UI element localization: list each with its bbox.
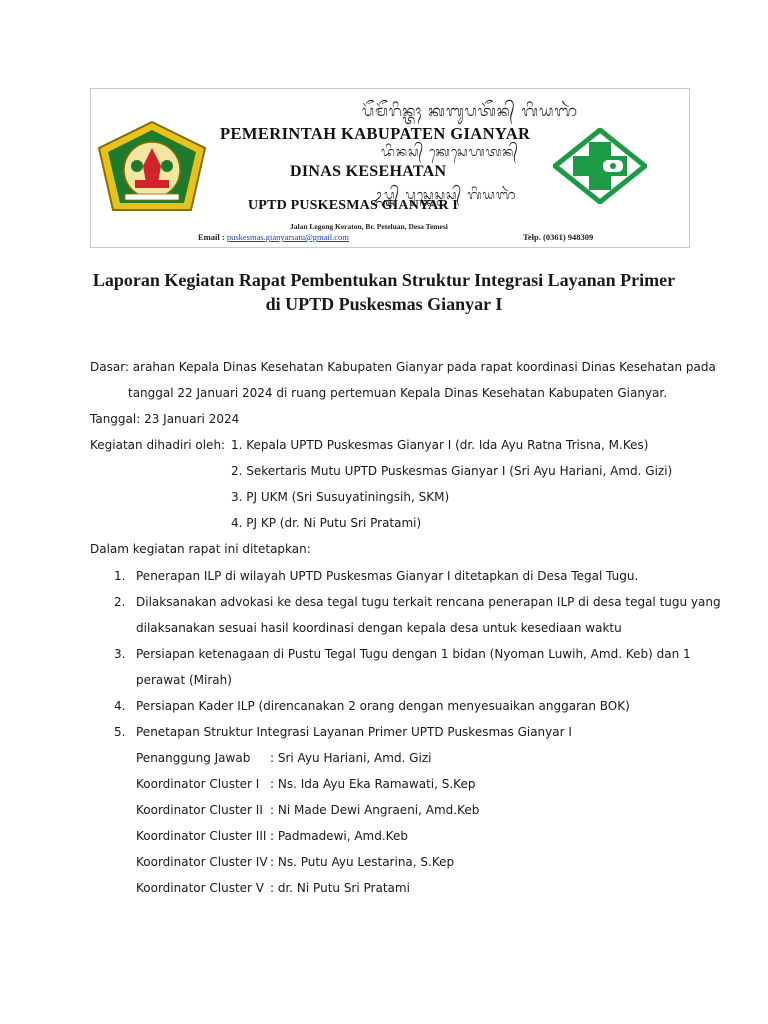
email-label: Email : <box>198 232 227 242</box>
structure-name: : Ns. Putu Ayu Lestarina, S.Kep <box>270 855 455 869</box>
email-link[interactable]: puskesmas.gianyarsatu@gmail.com <box>226 232 349 242</box>
decision-item: Penetapan Struktur Integrasi Layanan Primer UPTD Puskesmas Gianyar I <box>136 725 572 739</box>
meeting-date: Tanggal: 23 Januari 2024 <box>90 412 240 426</box>
structure-name: : Ni Made Dewi Angraeni, Amd.Keb <box>270 803 480 817</box>
balinese-script-line: ᬤᬶᬦᬲ᭄ ᬓᬾᬲᬾᬳᬢᬦ᭄ <box>381 145 519 160</box>
structure-role: Penanggung Jawab <box>136 751 251 765</box>
decision-item: Persiapan Kader ILP (direncanakan 2 orang dengan menyesuaikan anggaran BOK) <box>136 699 630 713</box>
structure-role: Koordinator Cluster III <box>136 829 267 843</box>
attendee-item: 1. Kepala UPTD Puskesmas Gianyar I (dr. Ida Ayu Ratna Trisna, M.Kes) <box>231 438 649 452</box>
decision-number: 5. <box>114 725 126 739</box>
phone-number: Telp. (0361) 948309 <box>523 232 594 242</box>
attendee-item: 3. PJ UKM (Sri Susuyatiningsih, SKM) <box>231 490 450 504</box>
attendee-item: 4. PJ KP (dr. Ni Putu Sri Pratami) <box>231 516 422 530</box>
structure-role: Koordinator Cluster V <box>136 881 264 895</box>
decision-number: 2. <box>114 595 126 609</box>
basis-paragraph: Dasar: arahan Kepala Dinas Kesehatan Kabupaten Gianyar pada rapat koordinasi Dinas Kesehatan pada <box>90 360 716 374</box>
balinese-script-line: ᬧᭂᬫᭂᬭᬶᬦ᭄ᬢᬄ ᬓᬩᬸᬧᬢᭂᬦ᭄ ᬕᬶᬬᬜᬃ <box>361 102 579 120</box>
decision-item: Penerapan ILP di wilayah UPTD Puskesmas Gianyar I ditetapkan di Desa Tegal Tugu. <box>136 569 639 583</box>
decision-number: 3. <box>114 647 126 661</box>
address: Jalan Legong Keraton, Br. Peteluan, Desa Temesi <box>290 222 448 231</box>
report-title: Laporan Kegiatan Rapat Pembentukan Struktur Integrasi Layanan Primer <box>92 270 676 290</box>
decisions-intro: Dalam kegiatan rapat ini ditetapkan: <box>90 542 311 556</box>
balinese-script-line: ᬉᬧ᭄ᬢ᭄ᬤ᭄ ᬧᬸᬲ᭄ᬓᬾᬲ᭄ᬫᬲ᭄ ᬕᬶᬬᬜᬃ <box>373 188 517 203</box>
decision-number: 1. <box>114 569 126 583</box>
decision-item-continued: perawat (Mirah) <box>136 673 232 687</box>
structure-name: : Sri Ayu Hariani, Amd. Gizi <box>270 751 432 765</box>
attendee-item: 2. Sekertaris Mutu UPTD Puskesmas Gianyar I (Sri Ayu Hariani, Amd. Gizi) <box>231 464 673 478</box>
decision-item: Persiapan ketenagaan di Pustu Tegal Tugu dengan 1 bidan (Nyoman Luwih, Amd. Keb) dan 1 <box>136 647 691 661</box>
structure-role: Koordinator Cluster IV <box>136 855 268 869</box>
report-subtitle: di UPTD Puskesmas Gianyar I <box>265 294 503 314</box>
puskesmas-green-cross-icon <box>553 128 647 204</box>
department-name: DINAS KESEHATAN <box>290 163 447 180</box>
contact-row <box>198 232 668 242</box>
letterhead <box>90 88 690 248</box>
decision-item-continued: dilaksanakan sesuai hasil koordinasi dengan kepala desa untuk kesediaan waktu <box>136 621 622 635</box>
structure-name: : Padmadewi, Amd.Keb <box>270 829 408 843</box>
decision-number: 4. <box>114 699 126 713</box>
basis-paragraph-continued: tanggal 22 Januari 2024 di ruang pertemuan Kepala Dinas Kesehatan Kabupaten Gianyar. <box>128 386 668 400</box>
puskesmas-name: UPTD PUSKESMAS GIANYAR I <box>248 198 459 213</box>
structure-name: : Ns. Ida Ayu Eka Ramawati, S.Kep <box>270 777 476 791</box>
decision-item: Dilaksanakan advokasi ke desa tegal tugu terkait rencana penerapan ILP di desa tegal tugu yang <box>136 595 721 609</box>
structure-name: : dr. Ni Putu Sri Pratami <box>270 881 410 895</box>
structure-role: Koordinator Cluster I <box>136 777 260 791</box>
government-name: PEMERINTAH KABUPATEN GIANYAR <box>220 124 531 143</box>
attendees-label: Kegiatan dihadiri oleh: <box>90 438 226 452</box>
structure-role: Koordinator Cluster II <box>136 803 263 817</box>
